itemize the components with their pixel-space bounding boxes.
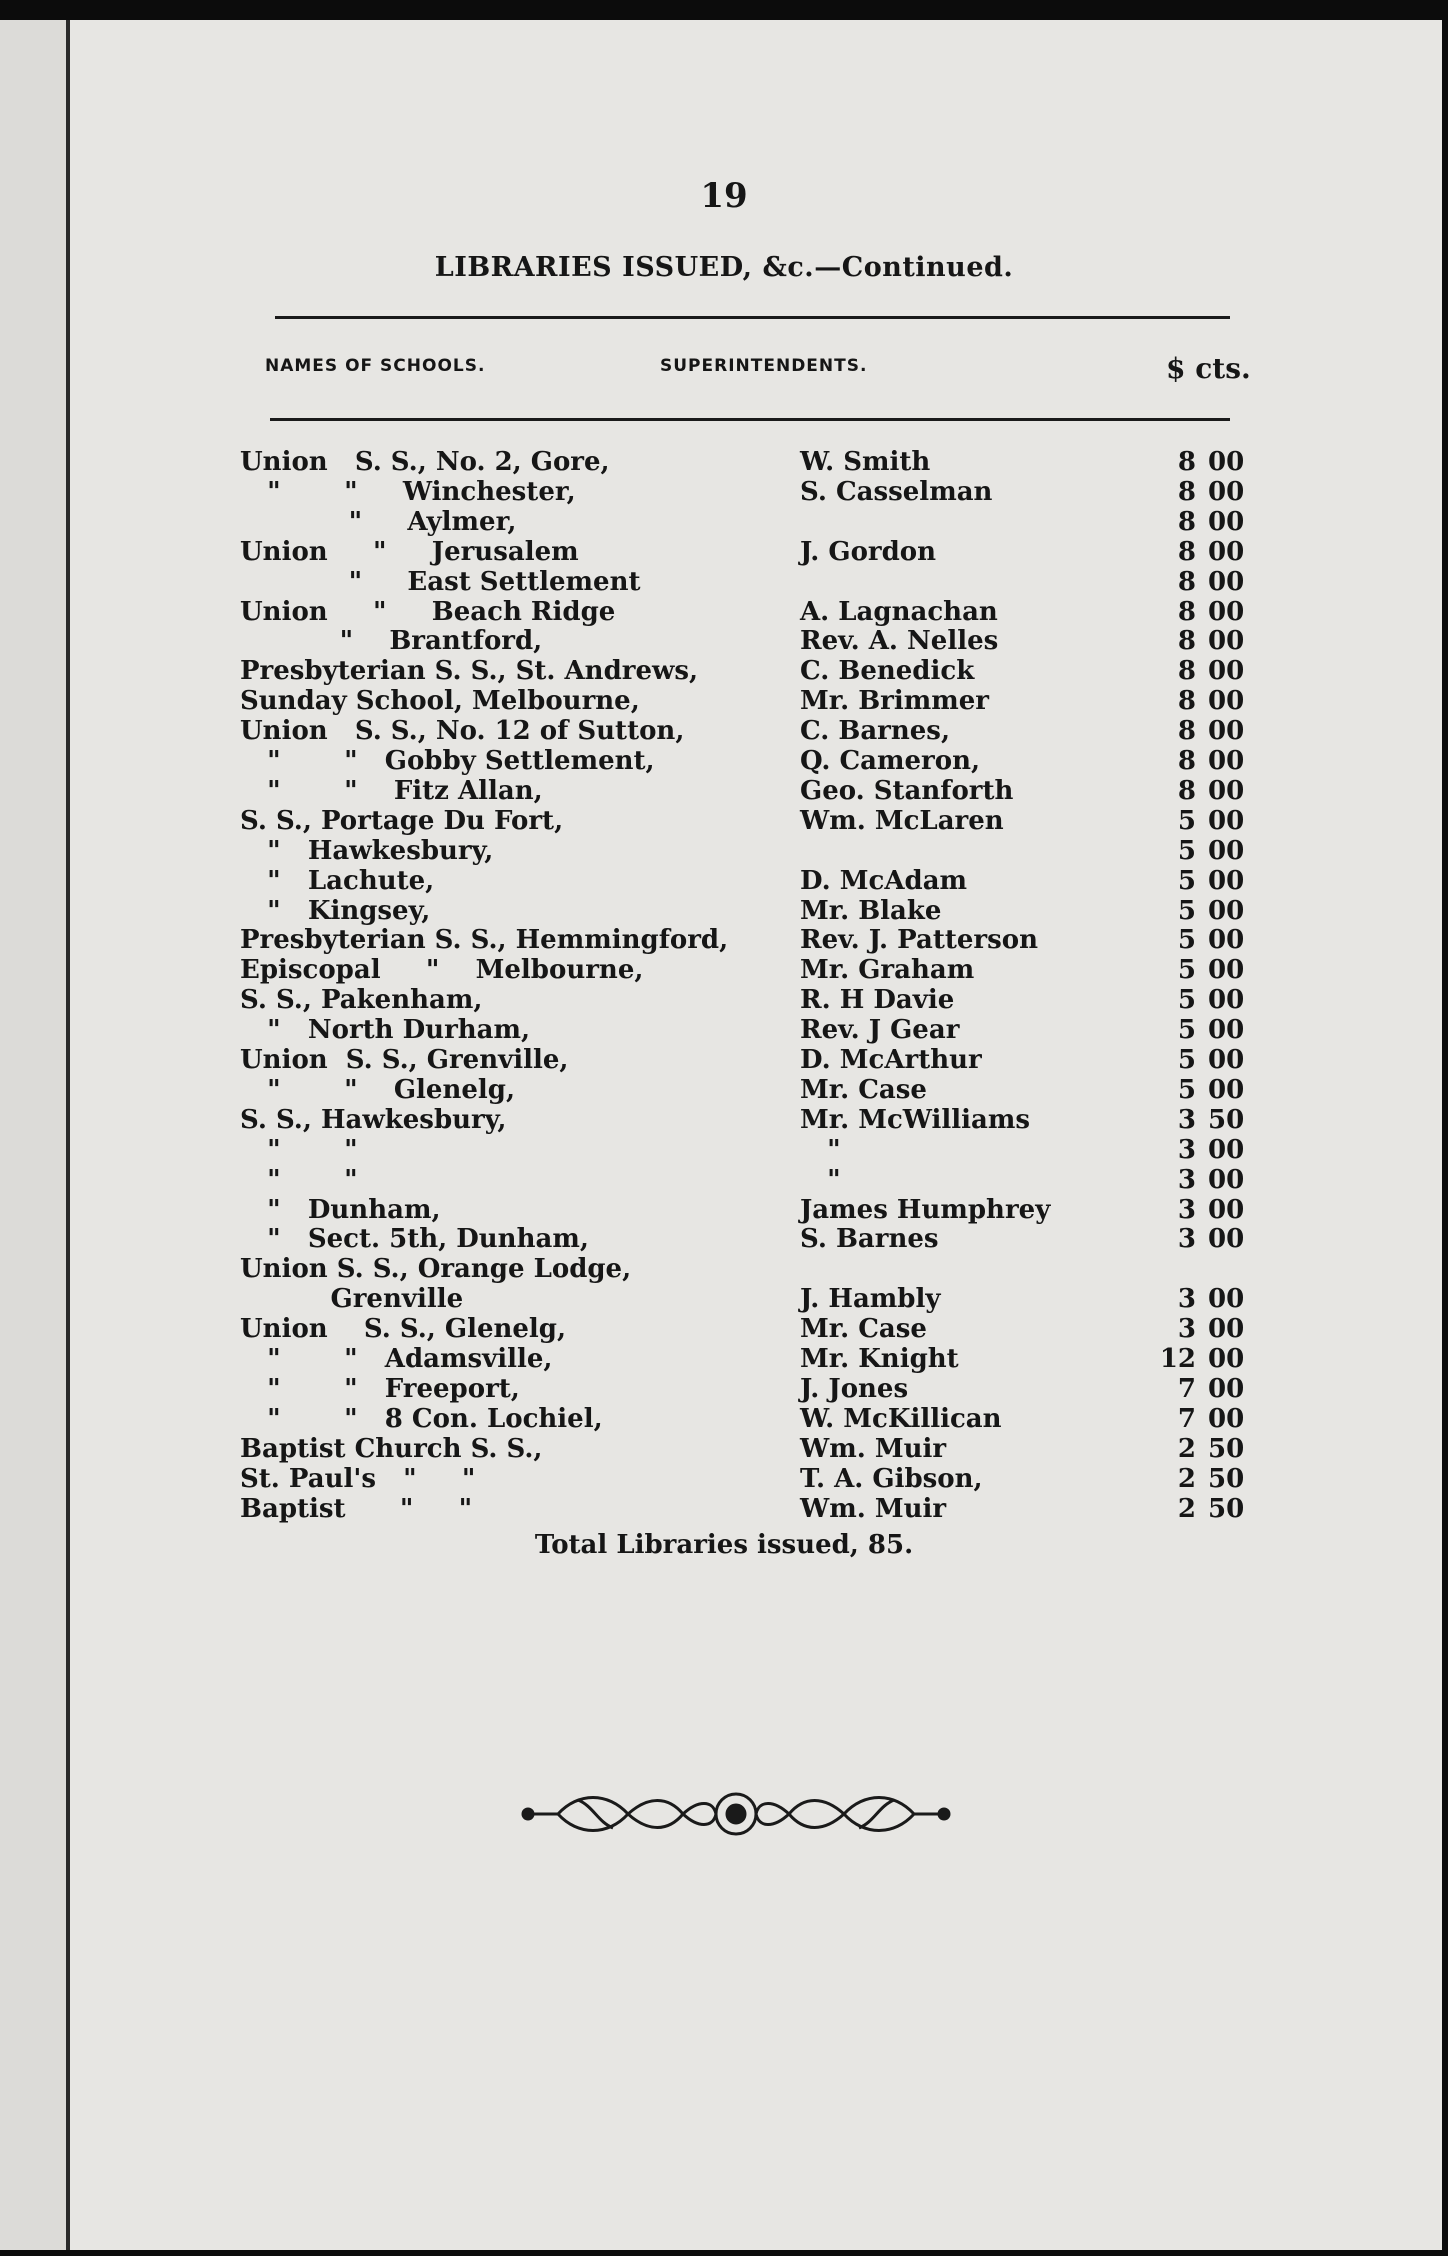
amount-cents: 00 (1208, 596, 1245, 627)
amount-dollars: 2 (1177, 1433, 1196, 1464)
amount-dollars: 8 (1177, 506, 1196, 537)
school-name: S. S., Hawkesbury, (240, 1104, 507, 1135)
amount-cents: 00 (1208, 805, 1245, 836)
amount-dollars: 8 (1177, 566, 1196, 597)
table-row (0, 1494, 1448, 1524)
table-row (0, 1105, 1448, 1135)
school-name: " Dunham, (240, 1194, 441, 1225)
superintendent-name: C. Benedick (800, 656, 975, 687)
superintendent-name: Q. Cameron, (800, 746, 981, 776)
amount-cents: 00 (1208, 925, 1245, 956)
superintendent-name: Geo. Stanforth (800, 775, 1014, 806)
table-row (0, 1404, 1448, 1434)
bottom-rule (270, 418, 1230, 421)
superintendent-name: S. Barnes (800, 1224, 939, 1255)
school-name: Presbyterian S. S., Hemmingford, (240, 925, 729, 956)
superintendent-name: J. Gordon (800, 536, 937, 567)
table-row (0, 1195, 1448, 1225)
table-row (0, 567, 1448, 597)
amount-dollars: 3 (1177, 1194, 1196, 1225)
amount-dollars: 8 (1177, 716, 1196, 747)
amount-dollars: 8 (1177, 775, 1196, 806)
amount-cents: 00 (1208, 1164, 1245, 1195)
superintendent-name: J. Jones (800, 1373, 909, 1404)
amount-dollars: 5 (1177, 985, 1196, 1016)
table-row (0, 1015, 1448, 1045)
amount-cents: 00 (1208, 476, 1245, 507)
table-row (0, 746, 1448, 776)
superintendent-name: " (800, 1134, 841, 1165)
table-row (0, 477, 1448, 507)
table-row (0, 1075, 1448, 1105)
table-row (0, 1284, 1448, 1314)
table-row (0, 507, 1448, 537)
amount-cents: 00 (1208, 686, 1245, 717)
table-row (0, 836, 1448, 866)
amount-cents: 50 (1208, 1463, 1245, 1494)
amount-dollars: 5 (1177, 1045, 1196, 1075)
amount-cents: 00 (1208, 955, 1245, 986)
amount-cents: 00 (1208, 447, 1245, 477)
page-number: 19 (700, 176, 748, 216)
superintendent-name: Mr. McWilliams (800, 1104, 1031, 1135)
table-row (0, 776, 1448, 806)
amount-dollars: 5 (1177, 835, 1196, 866)
superintendent-name: " (800, 1164, 841, 1195)
school-name: " " Adamsville, (240, 1344, 553, 1374)
amount-cents: 00 (1208, 775, 1245, 806)
superintendent-name: Mr. Case (800, 1074, 927, 1105)
school-name: S. S., Pakenham, (240, 985, 483, 1016)
school-name: Union " Beach Ridge (240, 596, 616, 627)
table-row (0, 1314, 1448, 1344)
school-name: " Kingsey, (240, 895, 431, 926)
school-name: " " Fitz Allan, (240, 775, 543, 806)
amount-dollars: 7 (1177, 1403, 1196, 1434)
superintendent-name: A. Lagnachan (800, 596, 998, 627)
superintendent-name: Wm. Muir (800, 1493, 947, 1524)
amount-cents: 00 (1208, 1015, 1245, 1046)
superintendent-name: Mr. Brimmer (800, 686, 990, 717)
amount-dollars: 2 (1177, 1493, 1196, 1524)
top-rule (275, 316, 1230, 319)
amount-dollars: 8 (1177, 447, 1196, 477)
school-name: " " 8 Con. Lochiel, (240, 1403, 603, 1434)
superintendent-name: D. McAdam (800, 865, 968, 896)
table-row (0, 1165, 1448, 1195)
school-name: " Lachute, (240, 865, 435, 896)
table-row (0, 656, 1448, 686)
amount-cents: 00 (1208, 716, 1245, 747)
amount-dollars: 3 (1177, 1104, 1196, 1135)
amount-cents: 50 (1208, 1433, 1245, 1464)
superintendent-name: Mr. Case (800, 1314, 927, 1345)
amount-dollars: 3 (1177, 1314, 1196, 1345)
amount-cents: 00 (1208, 1403, 1245, 1434)
school-name: Sunday School, Melbourne, (240, 686, 640, 717)
school-name: " Brantford, (240, 626, 543, 657)
amount-dollars: 3 (1177, 1224, 1196, 1255)
amount-dollars: 8 (1177, 536, 1196, 567)
table-row (0, 447, 1448, 477)
school-name: " Aylmer, (240, 506, 517, 537)
table-row (0, 597, 1448, 627)
school-name: " North Durham, (240, 1015, 531, 1046)
amount-cents: 00 (1208, 746, 1245, 776)
school-name: " " (240, 1164, 358, 1195)
school-name: Union S. S., No. 12 of Sutton, (240, 716, 685, 747)
superintendent-name: S. Casselman (800, 476, 993, 507)
table-row (0, 1254, 1448, 1284)
amount-dollars: 5 (1177, 955, 1196, 986)
column-header-schools: NAMES OF SCHOOLS. (265, 356, 486, 376)
superintendent-name: Rev. J Gear (800, 1015, 960, 1046)
column-header-superintendents: SUPERINTENDENTS. (660, 356, 868, 376)
superintendent-name: W. McKillican (800, 1403, 1002, 1434)
amount-cents: 00 (1208, 506, 1245, 537)
amount-cents: 00 (1208, 1224, 1245, 1255)
table-row (0, 806, 1448, 836)
amount-cents: 00 (1208, 656, 1245, 687)
table-row (0, 1374, 1448, 1404)
amount-cents: 00 (1208, 1194, 1245, 1225)
superintendent-name: Mr. Graham (800, 955, 975, 986)
amount-dollars: 8 (1177, 686, 1196, 717)
table-row (0, 626, 1448, 656)
school-name: Baptist " " (240, 1493, 473, 1524)
amount-cents: 50 (1208, 1493, 1245, 1524)
amount-cents: 00 (1208, 1344, 1245, 1374)
amount-dollars: 5 (1177, 805, 1196, 836)
school-name: Episcopal " Melbourne, (240, 955, 644, 986)
school-name: Presbyterian S. S., St. Andrews, (240, 656, 699, 687)
amount-dollars: 5 (1177, 1074, 1196, 1105)
amount-dollars: 3 (1177, 1164, 1196, 1195)
amount-dollars: 3 (1177, 1284, 1196, 1315)
table-row (0, 686, 1448, 716)
school-name: Union S. S., No. 2, Gore, (240, 447, 610, 477)
superintendent-name: Wm. Muir (800, 1433, 947, 1464)
amount-dollars: 8 (1177, 626, 1196, 657)
ornament-icon (518, 1786, 954, 1842)
table-row (0, 1434, 1448, 1464)
amount-cents: 00 (1208, 1314, 1245, 1345)
table-row (0, 955, 1448, 985)
superintendent-name: R. H Davie (800, 985, 955, 1016)
amount-dollars: 5 (1177, 1015, 1196, 1046)
school-name: St. Paul's " " (240, 1463, 476, 1494)
table-row (0, 1045, 1448, 1075)
amount-cents: 00 (1208, 1373, 1245, 1404)
amount-cents: 00 (1208, 895, 1245, 926)
amount-cents: 00 (1208, 536, 1245, 567)
superintendent-name: D. McArthur (800, 1045, 982, 1075)
total-line: Total Libraries issued, 85. (534, 1530, 914, 1560)
school-name: Union " Jerusalem (240, 536, 579, 567)
table-row (0, 1224, 1448, 1254)
table-row (0, 896, 1448, 926)
superintendent-name: J. Hambly (800, 1284, 941, 1315)
school-name: " " (240, 1134, 358, 1165)
superintendent-name: Rev. J. Patterson (800, 925, 1038, 956)
amount-dollars: 8 (1177, 596, 1196, 627)
school-name: Baptist Church S. S., (240, 1433, 543, 1464)
amount-dollars: 7 (1177, 1373, 1196, 1404)
school-name: Union S. S., Orange Lodge, (240, 1254, 632, 1285)
amount-dollars: 5 (1177, 865, 1196, 896)
school-name: " Sect. 5th, Dunham, (240, 1224, 589, 1255)
school-name: " " Glenelg, (240, 1074, 515, 1105)
table-row (0, 1464, 1448, 1494)
amount-dollars: 8 (1177, 476, 1196, 507)
amount-dollars: 3 (1177, 1134, 1196, 1165)
school-name: " East Settlement (240, 566, 641, 597)
superintendent-name: W. Smith (800, 447, 931, 477)
amount-cents: 00 (1208, 1284, 1245, 1315)
amount-dollars: 5 (1177, 925, 1196, 956)
school-name: " Hawkesbury, (240, 835, 494, 866)
amount-cents: 00 (1208, 1045, 1245, 1075)
school-name: Union S. S., Grenville, (240, 1045, 569, 1075)
table-row (0, 925, 1448, 955)
superintendent-name: Mr. Blake (800, 895, 942, 926)
table-row (0, 537, 1448, 567)
amount-cents: 00 (1208, 1134, 1245, 1165)
school-name: " " Gobby Settlement, (240, 746, 655, 776)
table-row (0, 866, 1448, 896)
amount-dollars: 8 (1177, 656, 1196, 687)
superintendent-name: Rev. A. Nelles (800, 626, 999, 657)
table-row (0, 1135, 1448, 1165)
amount-cents: 00 (1208, 985, 1245, 1016)
column-header-money: $ cts. (1166, 352, 1251, 385)
school-name: " " Freeport, (240, 1373, 520, 1404)
amount-dollars: 12 (1159, 1344, 1196, 1374)
school-name: " " Winchester, (240, 476, 576, 507)
amount-cents: 00 (1208, 865, 1245, 896)
amount-cents: 00 (1208, 566, 1245, 597)
superintendent-name: James Humphrey (800, 1194, 1051, 1225)
school-name: Grenville (240, 1284, 464, 1315)
table-row (0, 716, 1448, 746)
running-head: LIBRARIES ISSUED, &c.—Continued. (434, 252, 1014, 283)
amount-cents: 00 (1208, 626, 1245, 657)
school-name: Union S. S., Glenelg, (240, 1314, 567, 1345)
superintendent-name: Mr. Knight (800, 1344, 959, 1374)
superintendent-name: C. Barnes, (800, 716, 950, 747)
superintendent-name: Wm. McLaren (800, 805, 1004, 836)
table-row (0, 985, 1448, 1015)
amount-dollars: 2 (1177, 1463, 1196, 1494)
amount-dollars: 8 (1177, 746, 1196, 776)
amount-cents: 00 (1208, 1074, 1245, 1105)
superintendent-name: T. A. Gibson, (800, 1463, 983, 1494)
amount-cents: 50 (1208, 1104, 1245, 1135)
amount-cents: 00 (1208, 835, 1245, 866)
amount-dollars: 5 (1177, 895, 1196, 926)
school-name: S. S., Portage Du Fort, (240, 805, 564, 836)
table-row (0, 1344, 1448, 1374)
